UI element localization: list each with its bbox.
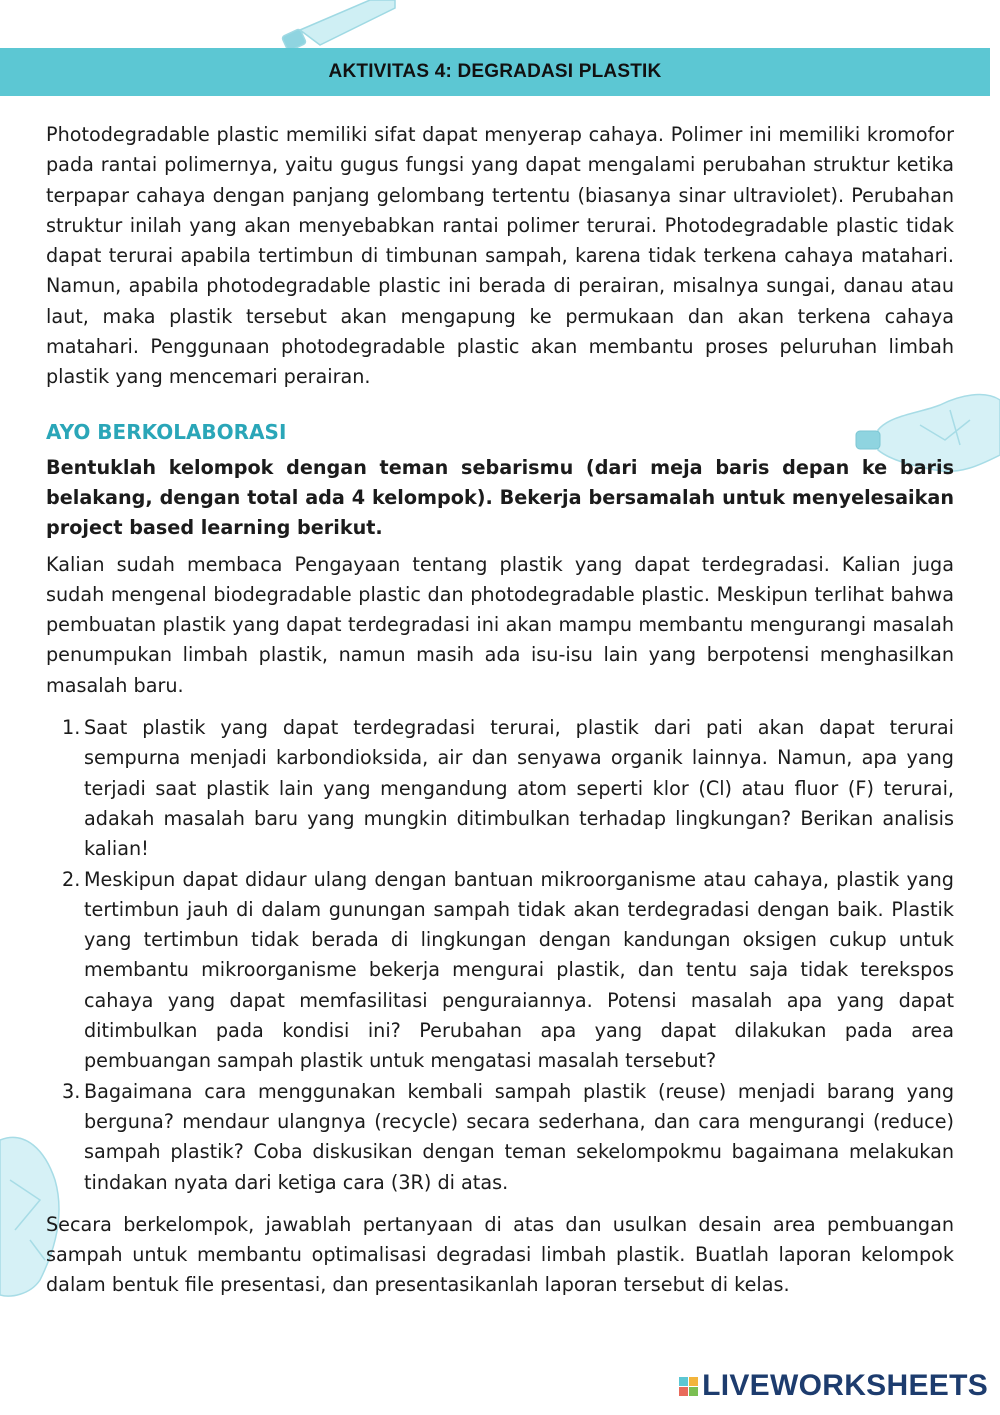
main-content	[46, 120, 954, 1301]
watermark-text: LIVEWORKSHEETS	[702, 1369, 988, 1402]
instruction-paragraph: Bentuklah kelompok dengan teman sebarismu (dari meja baris depan ke baris belakang, dengan total ada 4 kelompok). Bekerja bersamalah untuk menyelesaikan project based learning berikut.	[46, 455, 954, 540]
header-band	[0, 48, 990, 96]
question-item	[46, 1077, 954, 1198]
question-list	[46, 713, 954, 1198]
question-item	[46, 865, 954, 1077]
context-paragraph: Kalian sudah membaca Pengayaan tentang plastik yang dapat terdegradasi. Kalian juga sudah mengenal biodegradable plastic dan photodegradable plastic. Meskipun terlihat bahwa pembuatan plastik yang dapat terdegradasi ini akan mampu membantu mengurangi masalah penumpukan limbah plastik, namun masih ada isu-isu lain yang berpotensi menghasilkan masalah baru.	[46, 552, 954, 697]
intro-paragraph: Photodegradable plastic memiliki sifat dapat menyerap cahaya. Polimer ini memiliki kromofor pada rantai polimernya, yaitu gugus fungsi yang dapat mengalami perubahan struktur ketika terpapar cahaya dengan panjang gelombang tertentu (biasanya sinar ultraviolet). Perubahan struktur inilah yang akan menyebabkan rantai polimer terurai. Photodegradable plastic tidak dapat terurai apabila tertimbun di timbunan sampah, karena tidak terkena cahaya matahari. Namun, apabila photodegradable plastic ini berada di perairan, misalnya sungai, danau atau laut, maka plastik tersebut akan mengapung ke permukaan dan akan terkena cahaya matahari. Penggunaan photodegradable plastic akan membantu proses peluruhan limbah plastik yang mencemari perairan.	[46, 123, 954, 389]
page-title: AKTIVITAS 4: DEGRADASI PLASTIK	[328, 61, 662, 82]
question-number: 1.	[62, 716, 81, 740]
section-heading: AYO BERKOLABORASI	[46, 419, 287, 444]
question-text: Saat plastik yang dapat terdegradasi terurai, plastik dari pati akan dapat terurai sempurna menjadi karbondioksida, air dan senyawa organik lainnya. Namun, apa yang terjadi saat plastik lain yang mengandung atom seperti klor (Cl) atau fluor (F) terurai, adakah masalah baru yang mungkin ditimbulkan terhadap lingkungan? Berikan analisis kalian!	[84, 716, 954, 861]
question-item	[46, 713, 954, 864]
liveworksheets-logo-icon	[679, 1377, 698, 1396]
question-text: Bagaimana cara menggunakan kembali sampah plastik (reuse) menjadi barang yang berguna? mendaur ulangnya (recycle) secara sederhana, dan cara mengurangi (reduce) sampah plastik? Coba diskusikan dengan teman sekelompokmu bagaimana melakukan tindakan nyata dari ketiga cara (3R) di atas.	[84, 1079, 954, 1194]
plastic-bottle-top-icon	[270, 0, 400, 52]
question-number: 3.	[62, 1079, 81, 1103]
closing-paragraph: Secara berkelompok, jawablah pertanyaan di atas dan usulkan desain area pembuangan sampah untuk membantu optimalisasi degradasi limbah plastik. Buatlah laporan kelompok dalam bentuk file presentasi, dan presentasikanlah laporan tersebut di kelas.	[46, 1212, 954, 1297]
question-number: 2.	[62, 867, 81, 891]
question-text: Meskipun dapat didaur ulang dengan bantuan mikroorganisme atau cahaya, plastik yang tertimbun jauh di dalam gunungan sampah tidak akan terdegradasi dengan baik. Plastik yang tertimbun tidak berada di lingkungan dengan kandungan oksigen cukup untuk membantu mikroorganisme bekerja mengurai plastik, dan tentu saja tidak terekspos cahaya yang dapat memfasilitasi penguraiannya. Potensi masalah apa yang dapat ditimbulkan pada kondisi ini? Perubahan apa yang dapat dilakukan pada area pembuangan sampah plastik untuk mengatasi masalah tersebut?	[84, 867, 954, 1073]
liveworksheets-watermark	[679, 1369, 988, 1403]
